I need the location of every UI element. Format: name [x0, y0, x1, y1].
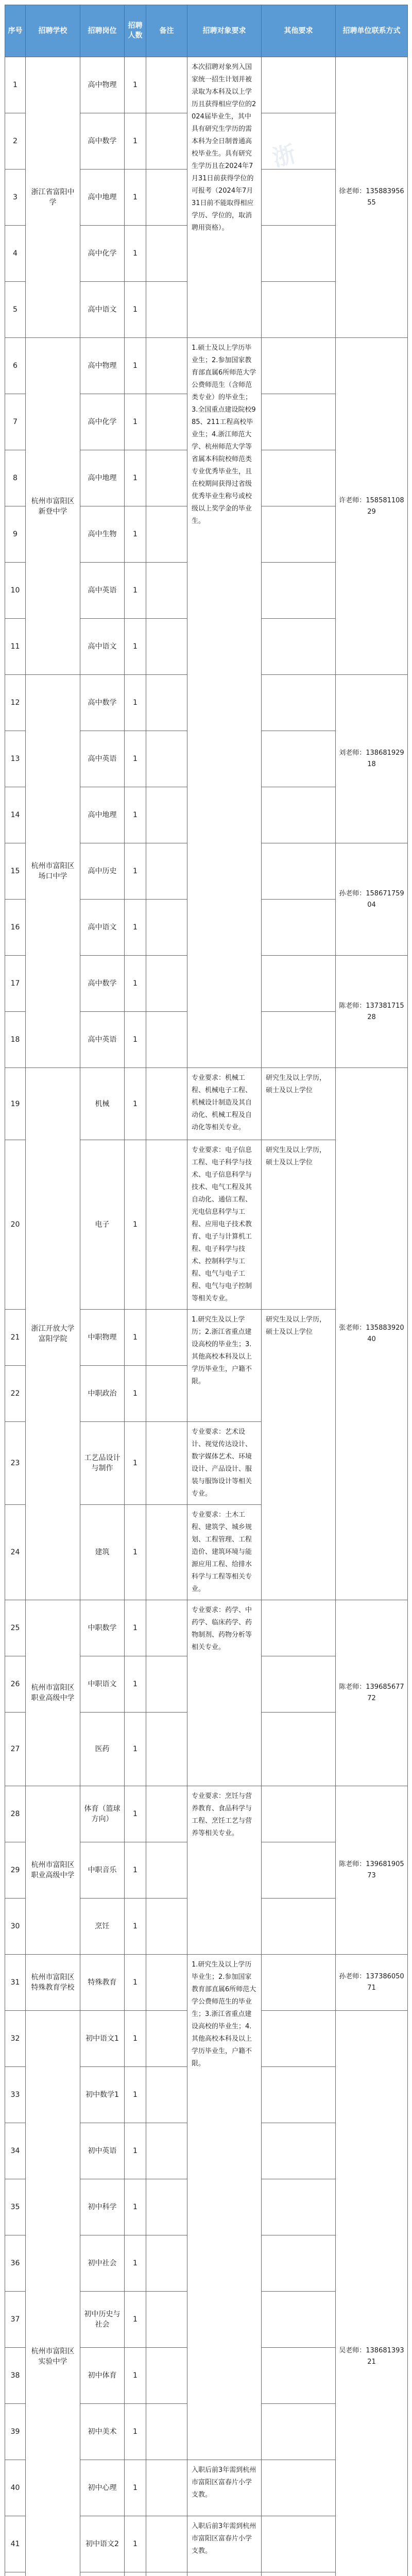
row-number: 26 [5, 1656, 26, 1713]
table-row [5, 1068, 408, 1140]
other-requirements [262, 2292, 336, 2348]
post-note [146, 900, 187, 956]
school-name: 杭州市富阳区实验中学 [26, 2011, 80, 2576]
post-name: 中职音乐 [80, 1842, 125, 1899]
row-number: 21 [5, 1310, 26, 1366]
post-count: 1 [125, 900, 146, 956]
other-requirements [262, 1656, 336, 1713]
header-contact: 招聘单位联系方式 [336, 5, 408, 57]
contact-info: 吴老师：13868139321 [336, 2011, 408, 2576]
post-count: 1 [125, 1366, 146, 1422]
other-requirements [262, 843, 336, 900]
post-count: 1 [125, 1899, 146, 1955]
post-note [146, 338, 187, 394]
watermark: 浙 [270, 141, 299, 172]
post-count: 1 [125, 2516, 146, 2572]
other-requirements [262, 787, 336, 843]
contact-info: 陈老师：13968190573 [336, 1786, 408, 1955]
post-name: 高中语文 [80, 282, 125, 338]
post-name: 高中数学 [80, 675, 125, 731]
other-requirements [262, 1012, 336, 1068]
other-requirements: 研究生及以上学历，硕士及以上学位 [262, 1310, 336, 1600]
header-note: 备注 [146, 5, 187, 57]
other-requirements [262, 2011, 336, 2067]
header-school: 招聘学校 [26, 5, 80, 57]
target-requirements: 1.硕士及以上学历毕业生；2.参加国家教育部直属6所师范大学公费师范生（含师范类专业）的毕业生；3.全国重点建设院校985、211工程高校毕业生；4.浙江师范大学、杭州师范大学等省属本科院校师范类专业优秀毕业生，且在校期间获得过省级优秀毕业生称号或校级以上奖学金的毕业生。 [187, 338, 262, 1068]
post-name: 高中数学 [80, 113, 125, 170]
other-requirements [262, 394, 336, 450]
other-requirements: 研究生及以上学历，硕士及以上学位 [262, 1140, 336, 1310]
post-note [146, 1422, 187, 1505]
post-count: 1 [125, 1600, 146, 1656]
post-note [146, 2123, 187, 2179]
post-count: 1 [125, 1505, 146, 1600]
post-count: 1 [125, 956, 146, 1012]
other-requirements [262, 619, 336, 675]
post-note [146, 675, 187, 731]
other-requirements: 研究生及以上学历，硕士及以上学位 [262, 1068, 336, 1140]
post-note [146, 450, 187, 506]
post-count: 1 [125, 1012, 146, 1068]
school-name: 杭州市富阳区新登中学 [26, 338, 80, 675]
post-name: 初中语文2 [80, 2516, 125, 2572]
target-requirements: 本次招聘对象列入国家统一招生计划并被录取为本科及以上学历且获得相应学位的2024届毕业生，其中具有研究生学历的需本科为全日制普通高校毕业生。具有研究生学历且在2024年7月31日前获得学位的可报考（2024年7月31日前不能取得相应学历、学位的，取消聘用资格）。 [187, 57, 262, 338]
post-name: 高中化学 [80, 394, 125, 450]
row-number: 33 [5, 2067, 26, 2123]
row-number: 8 [5, 450, 26, 506]
post-note [146, 1713, 187, 1786]
post-name: 高中化学 [80, 226, 125, 282]
header-quali: 其他要求 [262, 5, 336, 57]
post-count: 1 [125, 675, 146, 731]
other-requirements [262, 1955, 336, 2011]
contact-info: 徐老师：13588395655 [336, 57, 408, 338]
post-note [146, 1955, 187, 2011]
post-name: 机械 [80, 1068, 125, 1140]
table-row [5, 1600, 408, 1656]
post-count: 1 [125, 450, 146, 506]
contact-info: 孙老师：13738605071 [336, 1955, 408, 2011]
other-requirements [262, 450, 336, 506]
post-count: 1 [125, 1422, 146, 1505]
row-number: 5 [5, 282, 26, 338]
post-name [80, 2572, 125, 2576]
other-requirements [262, 2404, 336, 2460]
post-name: 高中生物 [80, 506, 125, 563]
post-note [146, 2235, 187, 2292]
table-row [5, 338, 408, 394]
post-name: 中职政治 [80, 1366, 125, 1422]
post-note [146, 787, 187, 843]
post-name: 特殊教育 [80, 1955, 125, 2011]
row-number: 34 [5, 2123, 26, 2179]
post-count: 1 [125, 338, 146, 394]
post-name: 体育（篮球方向） [80, 1786, 125, 1842]
post-note [146, 2404, 187, 2460]
school-name: 杭州市富阳区特殊教育学校 [26, 1955, 80, 2011]
row-number: 12 [5, 675, 26, 731]
row-number: 35 [5, 2179, 26, 2235]
post-count: 1 [125, 282, 146, 338]
target-requirements [187, 2572, 262, 2576]
post-name: 初中历史与社会 [80, 2292, 125, 2348]
header-target: 招聘对象要求 [187, 5, 262, 57]
post-note [146, 619, 187, 675]
other-requirements [262, 506, 336, 563]
other-requirements [262, 956, 336, 1012]
post-name: 高中英语 [80, 563, 125, 619]
row-number: 6 [5, 338, 26, 394]
school-name: 杭州市富阳区场口中学 [26, 675, 80, 1068]
post-name: 高中地理 [80, 787, 125, 843]
contact-info: 孙老师：15867175904 [336, 843, 408, 956]
school-name: 浙江省富阳中学 [26, 57, 80, 338]
other-requirements [262, 731, 336, 787]
row-number: 37 [5, 2292, 26, 2348]
post-note [146, 843, 187, 900]
row-number: 30 [5, 1899, 26, 1955]
post-count: 1 [125, 506, 146, 563]
post-name: 初中数学1 [80, 2067, 125, 2123]
row-number: 32 [5, 2011, 26, 2067]
post-note [146, 57, 187, 113]
other-requirements [262, 2123, 336, 2179]
post-name: 初中心理 [80, 2460, 125, 2516]
post-note [146, 226, 187, 282]
post-count: 1 [125, 226, 146, 282]
other-requirements [262, 1899, 336, 1955]
post-name: 高中物理 [80, 57, 125, 113]
post-count: 1 [125, 1955, 146, 2011]
target-requirements: 专业要求：机械工程、机械电子工程、机械设计制造及其自动化、机械工程及自动化等相关专业。 [187, 1068, 262, 1140]
row-number: 14 [5, 787, 26, 843]
post-count: 1 [125, 1786, 146, 1842]
other-requirements [262, 282, 336, 338]
other-requirements [262, 2179, 336, 2235]
post-count: 1 [125, 2179, 146, 2235]
post-name: 中职语文 [80, 1656, 125, 1713]
post-note [146, 1505, 187, 1600]
post-note [146, 2516, 187, 2572]
post-name: 建筑 [80, 1505, 125, 1600]
post-note [146, 2179, 187, 2235]
target-requirements: 专业要求：土木工程、建筑学、城乡规划、工程管理、工程造价、建筑环境与能源应用工程、给排水科学与工程等相关专业。 [187, 1505, 262, 1600]
row-number: 19 [5, 1068, 26, 1140]
post-count: 1 [125, 57, 146, 113]
other-requirements [262, 226, 336, 282]
post-count: 1 [125, 2460, 146, 2516]
row-number: 41 [5, 2516, 26, 2572]
post-count [125, 2572, 146, 2576]
post-name: 高中语文 [80, 619, 125, 675]
post-note [146, 1600, 187, 1656]
post-note [146, 563, 187, 619]
post-count: 1 [125, 2235, 146, 2292]
row-number: 27 [5, 1713, 26, 1786]
other-requirements [262, 170, 336, 226]
other-requirements [262, 2516, 336, 2572]
post-count: 1 [125, 1656, 146, 1713]
contact-info: 张老师：13588392040 [336, 1068, 408, 1600]
post-note [146, 1140, 187, 1310]
post-count: 1 [125, 2404, 146, 2460]
post-note [146, 394, 187, 450]
other-requirements [262, 338, 336, 394]
contact-info: 陈老师：13968567772 [336, 1600, 408, 1786]
school-name: 浙江开放大学富阳学院 [26, 1068, 80, 1600]
other-requirements [262, 2348, 336, 2404]
post-note [146, 1842, 187, 1899]
post-count: 1 [125, 843, 146, 900]
other-requirements [262, 2067, 336, 2123]
post-count: 1 [125, 787, 146, 843]
row-number: 3 [5, 170, 26, 226]
post-count: 1 [125, 1068, 146, 1140]
post-count: 1 [125, 1310, 146, 1366]
row-number [5, 2572, 26, 2576]
row-number: 31 [5, 1955, 26, 2011]
post-count: 1 [125, 2011, 146, 2067]
post-name: 初中美术 [80, 2404, 125, 2460]
post-name: 高中数学 [80, 956, 125, 1012]
post-count: 1 [125, 1842, 146, 1899]
recruitment-sheet [5, 5, 407, 2576]
school-name: 杭州市富阳区职业高级中学 [26, 1600, 80, 1786]
post-name: 高中地理 [80, 170, 125, 226]
other-requirements [262, 1842, 336, 1899]
table-row [5, 1786, 408, 1842]
table-body [5, 57, 408, 2576]
post-note [146, 2292, 187, 2348]
row-number: 38 [5, 2348, 26, 2404]
target-requirements: 专业要求：药学、中药学、临床药学、药物制剂、药物分析等相关专业。 [187, 1600, 262, 1786]
row-number: 11 [5, 619, 26, 675]
post-note [146, 2572, 187, 2576]
other-requirements [262, 2235, 336, 2292]
post-name: 高中语文 [80, 900, 125, 956]
post-count: 1 [125, 1713, 146, 1786]
row-number: 13 [5, 731, 26, 787]
contact-info: 刘老师：13868192918 [336, 675, 408, 843]
post-count: 1 [125, 394, 146, 450]
post-note [146, 731, 187, 787]
other-requirements [262, 2572, 336, 2576]
post-name: 初中英语 [80, 2123, 125, 2179]
other-requirements [262, 675, 336, 731]
row-number: 7 [5, 394, 26, 450]
row-number: 4 [5, 226, 26, 282]
row-number: 18 [5, 1012, 26, 1068]
row-number: 28 [5, 1786, 26, 1842]
row-number: 29 [5, 1842, 26, 1899]
post-note [146, 1899, 187, 1955]
post-name: 中职数学 [80, 1600, 125, 1656]
school-name: 杭州市富阳区职业高级中学 [26, 1786, 80, 1955]
row-number: 1 [5, 57, 26, 113]
post-name: 初中语文1 [80, 2011, 125, 2067]
post-note [146, 1656, 187, 1713]
target-requirements: 专业要求：烹饪与营养教育、食品科学与工程、烹饪工艺与营养等相关专业。 [187, 1786, 262, 1955]
post-name: 高中英语 [80, 1012, 125, 1068]
other-requirements [262, 1600, 336, 1656]
target-requirements: 1.研究生及以上学历；2.浙江省重点建设高校的毕业生；3.其他高校本科及以上学历毕业生，户籍不限。 [187, 1310, 262, 1422]
post-note [146, 1786, 187, 1842]
post-name: 高中英语 [80, 731, 125, 787]
row-number: 25 [5, 1600, 26, 1656]
post-note [146, 1366, 187, 1422]
post-count: 1 [125, 170, 146, 226]
contact-info: 陈老师：13738171528 [336, 956, 408, 1068]
row-number: 36 [5, 2235, 26, 2292]
row-number: 9 [5, 506, 26, 563]
post-note [146, 506, 187, 563]
other-requirements [262, 1786, 336, 1842]
post-name: 工艺品设计与制作 [80, 1422, 125, 1505]
row-number: 10 [5, 563, 26, 619]
post-name: 高中历史 [80, 843, 125, 900]
header-post: 招聘岗位 [80, 5, 125, 57]
post-name: 高中地理 [80, 450, 125, 506]
post-note [146, 170, 187, 226]
row-number: 22 [5, 1366, 26, 1422]
header-no: 序号 [5, 5, 26, 57]
other-requirements [262, 2460, 336, 2516]
target-requirements: 入职后前3年需到杭州市富阳区富春片小学支教。 [187, 2460, 262, 2516]
post-name: 烹饪 [80, 1899, 125, 1955]
post-count: 1 [125, 2292, 146, 2348]
post-count: 1 [125, 563, 146, 619]
row-number: 17 [5, 956, 26, 1012]
post-note [146, 956, 187, 1012]
row-number: 2 [5, 113, 26, 170]
other-requirements [262, 563, 336, 619]
recruitment-table [5, 5, 408, 2576]
post-name: 中职物理 [80, 1310, 125, 1366]
row-number: 15 [5, 843, 26, 900]
table-row [5, 1955, 408, 2011]
post-name: 高中物理 [80, 338, 125, 394]
post-note [146, 2011, 187, 2067]
post-count: 1 [125, 1140, 146, 1310]
post-count: 1 [125, 619, 146, 675]
post-note [146, 2067, 187, 2123]
post-note [146, 113, 187, 170]
post-note [146, 1068, 187, 1140]
other-requirements [262, 113, 336, 170]
other-requirements [262, 900, 336, 956]
post-note [146, 1012, 187, 1068]
post-note [146, 2460, 187, 2516]
header-row [5, 5, 408, 57]
row-number: 40 [5, 2460, 26, 2516]
post-name: 初中体育 [80, 2348, 125, 2404]
other-requirements [262, 1713, 336, 1786]
post-name: 医药 [80, 1713, 125, 1786]
target-requirements: 入职后前3年需到杭州市富阳区富春片小学支教。 [187, 2516, 262, 2572]
post-count: 1 [125, 2067, 146, 2123]
row-number: 39 [5, 2404, 26, 2460]
row-number: 20 [5, 1140, 26, 1310]
post-count: 1 [125, 731, 146, 787]
row-number: 16 [5, 900, 26, 956]
target-requirements: 专业要求：艺术设计、视觉传达设计、数字媒体艺术、环境设计、产品设计、服装与服饰设计等相关专业。 [187, 1422, 262, 1505]
post-note [146, 282, 187, 338]
post-name: 电子 [80, 1140, 125, 1310]
contact-info: 许老师：15858110829 [336, 338, 408, 675]
post-note [146, 1310, 187, 1366]
post-note [146, 2348, 187, 2404]
post-name: 初中社会 [80, 2235, 125, 2292]
row-number: 23 [5, 1422, 26, 1505]
row-number: 24 [5, 1505, 26, 1600]
target-requirements: 1.研究生及以上学历毕业生；2.参加国家教育部直属6所师范大学公费师范生的毕业生；3.浙江省重点建设高校的毕业生；4.其他高校本科及以上学历毕业生，户籍不限。 [187, 1955, 262, 2460]
post-count: 1 [125, 2123, 146, 2179]
other-requirements [262, 57, 336, 113]
post-count: 1 [125, 113, 146, 170]
post-count: 1 [125, 2348, 146, 2404]
post-name: 初中科学 [80, 2179, 125, 2235]
target-requirements: 专业要求：电子信息工程、电子科学与技术、电子信息科学与技术、电气工程及其自动化、通信工程、光电信息科学与工程、应用电子技术教育、电子与计算机工程、电子科学与技术、控制科学与工程、电气与电子工程、电气与电子控制等相关专业。 [187, 1140, 262, 1310]
table-row [5, 57, 408, 113]
header-num: 招聘人数 [125, 5, 146, 57]
